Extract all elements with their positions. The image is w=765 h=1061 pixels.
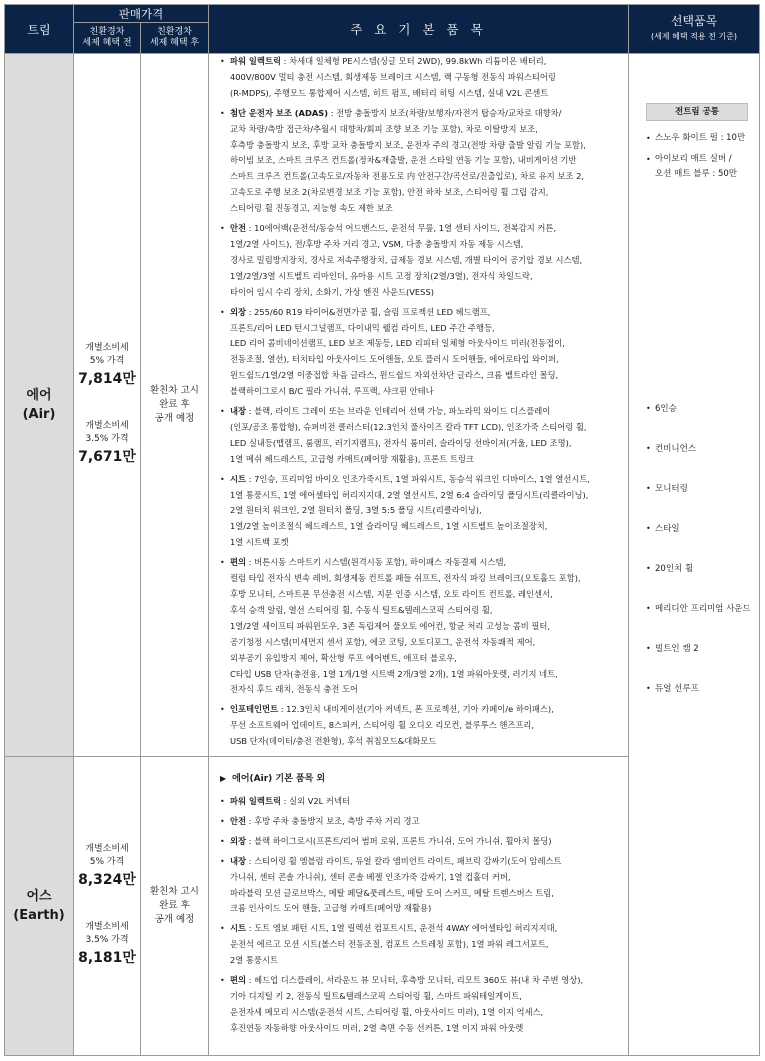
feature-text: : 후방 주차 충돌방지 보조, 측방 주차 거리 경고 — [246, 815, 420, 826]
feature-text: 프론트/리어 LED 턴시그널램프, 다이내믹 웰컴 라이트, LED 주간 주행등, — [230, 322, 495, 333]
feature-line — [220, 651, 628, 667]
feature-category: 첨단 운전자 보조 (ADAS) — [230, 107, 329, 118]
package-option-item — [646, 482, 751, 522]
feature-text: 하이빔 보조, 스마트 크루즈 컨트롤(정차&재출발, 운전 스타일 연동 기능 포함), 내비게이션 기반 — [230, 155, 577, 166]
feature-category: 편의 — [230, 557, 247, 568]
header-trim: 트림 — [5, 5, 74, 54]
feature-text: : 도트 엠보 패턴 시트, 1열 릴렉션 컴포트시트, 운전석 4WAY 에어셀타입 허리지지대, — [246, 923, 558, 934]
package-option-item — [646, 402, 751, 442]
common-option-text: 오션 매트 블루 : 50만 — [655, 169, 737, 179]
feature-item — [220, 814, 628, 830]
bullet-icon: • — [646, 404, 651, 413]
feature-item — [220, 794, 628, 810]
feature-text: 2열 통풍시트 — [230, 955, 278, 966]
common-options — [646, 103, 748, 188]
package-option-label: 듀얼 선루프 — [655, 684, 699, 694]
feature-line — [220, 587, 628, 603]
feature-item — [220, 54, 628, 70]
package-option-label: 모니터링 — [655, 484, 688, 494]
feature-item — [220, 702, 628, 718]
feature-text: 스마트 크루즈 컨트롤(고속도로/자동차 전용도로 内 안전구간/곡선로/진출입로), 차로 유지 보조 2, — [230, 171, 584, 182]
feature-text: 가니쉬, 센터 콘솔 가니쉬), 센터 콘솔 베젤 인조가죽 감싸기, 1열 컵홀더 커버, — [230, 871, 511, 882]
bullet-icon: • — [646, 484, 651, 493]
feature-text: LED 리어 콤비네이션램프, LED 보조 제동등, LED 리피터 일체형 아웃사이드 미러(전동접이, — [230, 338, 565, 349]
feature-category: 편의 — [230, 975, 247, 986]
bullet-icon: • — [646, 604, 651, 613]
feature-line — [220, 488, 628, 504]
feature-line — [220, 619, 628, 635]
feature-category: 안전 — [230, 815, 247, 826]
feature-line — [220, 1005, 628, 1021]
feature-item — [220, 555, 628, 571]
bullet-icon: • — [220, 816, 225, 826]
trim-air: 에어 (Air) — [5, 54, 74, 757]
feature-line — [220, 1021, 628, 1037]
bullet-icon: • — [220, 224, 225, 234]
feature-item — [220, 404, 628, 420]
package-option-label: 20인치 휠 — [655, 564, 694, 574]
trim-earth: 어스 (Earth) — [5, 757, 74, 1056]
feature-text: 전동조절, 열선), 터치타입 아웃사이드 도어핸들, 오토 플러시 도어핸들, 에어로타입 와이퍼, — [230, 354, 559, 365]
feature-category: 시트 — [230, 473, 247, 484]
bullet-icon: • — [220, 108, 225, 118]
package-option-label: 스타일 — [655, 524, 680, 534]
feature-text: 1열/2열 사이드), 전/후방 주차 거리 경고, VSM, 다중 충돌방지 자동 제동 시스템, — [230, 238, 524, 249]
common-options-title: 전트림 공통 — [646, 103, 748, 121]
feature-item — [220, 221, 628, 237]
feature-item — [220, 854, 628, 870]
bullet-icon: • — [646, 155, 651, 164]
feature-line — [220, 436, 628, 452]
earth-feature-list — [209, 794, 628, 1037]
earth-price-after: 환친차 고시 완료 후 공개 예정 — [141, 757, 209, 1056]
feature-line — [220, 352, 628, 368]
header-options — [629, 5, 760, 54]
feature-text: 1열 통풍시트, 1열 에어셀타입 허리지지대, 2열 열선시트, 2열 6:4 슬라이딩 폴딩시트(리클라이닝), — [230, 489, 589, 500]
header-price-before: 친환경차 세제 혜택 전 — [74, 23, 141, 54]
feature-text: 1열/2열 세이프티 파워윈도우, 3존 독립제어 풀오토 에어컨, 항균 처리 고성능 콤비 필터, — [230, 620, 551, 631]
feature-item — [220, 921, 628, 937]
bullet-icon: • — [646, 564, 651, 573]
header-options-note: (세제 혜택 적용 전 기준) — [651, 32, 737, 41]
package-option-item — [646, 602, 751, 642]
feature-text: 크롬 인사이드 도어 핸들, 고급형 카매트(페어망 재활용) — [230, 903, 432, 914]
feature-text: : 255/60 R19 타이어&전면가공 휠, 슬림 프로젝션 LED 헤드램프, — [246, 306, 491, 317]
feature-category: 외장 — [230, 306, 247, 317]
feature-item — [220, 305, 628, 321]
feature-text: 경사로 밀림방지장치, 경사로 저속주행장치, 급제동 경보 시스템, 개별 타이어 공기압 경보 시스템, — [230, 254, 583, 265]
package-option-item — [646, 562, 751, 602]
air-price-after: 환친차 고시 완료 후 공개 예정 — [141, 54, 209, 757]
feature-line — [220, 153, 628, 169]
feature-line — [220, 937, 628, 953]
feature-text: LED 실내등(맵램프, 룸램프, 러기지램프), 전자식 룸미러, 슬라이딩 선바이저(거울, LED 조명), — [230, 437, 572, 448]
feature-item — [220, 834, 628, 850]
feature-text: 기아 디지털 키 2, 전동식 틸트&텔레스코픽 스티어링 휠, 스마트 파워테일게이트, — [230, 990, 522, 1001]
common-option-text: 스노우 화이트 펄 : 10만 — [655, 133, 746, 143]
feature-text: 후석 승객 알림, 열선 스티어링 휠, 수동식 틸트&텔레스코픽 스티어링 휠, — [230, 604, 493, 615]
bullet-icon: • — [646, 134, 651, 143]
feature-text: 1열 메쉬 헤드레스트, 고급형 카매트(페어망 재활용), 프론트 트렁크 — [230, 453, 474, 464]
feature-text: : 12.3인치 내비게이션(기아 커넥트, 폰 프로젝션, 기아 카페이/e 하이패스), — [278, 704, 554, 715]
feature-text: USB 단자(데이터/충전 전환형), 후석 취침모드&대화모드 — [230, 736, 437, 747]
feature-text: (R-MDPS), 주행모드 통합제어 시스템, 히트 펌프, 배터리 히팅 시스템, 실내 V2L 콘센트 — [230, 87, 549, 98]
feature-text: 후측방 충돌방지 보조, 후방 교차 충돌방지 보조, 운전자 주의 경고(전방 차량 출발 알림 기능 포함), — [230, 139, 586, 150]
bullet-icon: • — [646, 684, 651, 693]
feature-text: 후방 모니터, 스마트폰 무선충전 시스템, 지문 인증 시스템, 오토 라이트 컨트롤, 레인센서, — [230, 589, 553, 599]
feature-category: 인포테인먼트 — [230, 704, 279, 715]
earth-price-before: 개별소비세 5% 가격 8,324만 개별소비세 3.5% 가격 8,181만 — [74, 757, 141, 1056]
package-option-list — [646, 402, 751, 722]
feature-line — [220, 269, 628, 285]
feature-category: 시트 — [230, 923, 247, 934]
bullet-icon: • — [646, 524, 651, 533]
earth-base-note: ▶ 에어(Air) 기본 품목 외 — [220, 774, 326, 784]
feature-text: 교차 차량/측방 접근차/추월시 대향차/회피 조향 보조 기능 포함), 차로 이탈방지 보조, — [230, 123, 538, 134]
earth-price-35: 8,181만 — [78, 950, 136, 966]
feature-line — [220, 201, 628, 217]
feature-text: 타이어 임시 수리 장치, 소화기, 가상 엔진 사운드(VESS) — [230, 286, 434, 297]
feature-text: : 블랙 하이그로시(프론트/리어 범퍼 로워, 프론트 가니쉬, 도어 가니쉬, 휠아치 몰딩) — [246, 835, 552, 846]
header-price-after: 친환경차 세제 혜택 후 — [141, 23, 209, 54]
bullet-icon: • — [220, 797, 225, 806]
package-option-label: 메리디안 프리미엄 사운드 — [655, 604, 751, 614]
feature-text: : 차세대 일체형 PE시스템(싱글 모터 2WD), 99.8kWh 리튬이온 배터리, — [280, 56, 547, 66]
feature-category: 파워 일렉트릭 — [230, 796, 281, 806]
feature-line — [220, 122, 628, 138]
feature-line — [220, 734, 628, 750]
header-price: 판매가격 — [74, 5, 209, 23]
feature-item — [220, 973, 628, 989]
header-options-title: 선택품목 — [670, 14, 718, 28]
package-option-label: 빌트인 캠 2 — [655, 644, 699, 654]
feature-line — [220, 285, 628, 301]
feature-line — [220, 901, 628, 917]
package-option-item — [646, 522, 751, 562]
feature-line — [220, 185, 628, 201]
feature-line — [220, 519, 628, 535]
bullet-icon: • — [220, 558, 225, 568]
bullet-icon: • — [220, 976, 225, 986]
bullet-icon: • — [220, 407, 225, 417]
bullet-icon: • — [220, 836, 225, 846]
feature-text: : 7인승, 프리미엄 바이오 인조가죽시트, 1열 파워시트, 동승석 워크인 디바이스, 1열 열선시트, — [246, 473, 591, 484]
earth-features — [209, 757, 629, 1056]
feature-item — [220, 472, 628, 488]
feature-category: 외장 — [230, 835, 247, 846]
earth-price-5: 8,324만 — [78, 872, 136, 888]
air-feature-list — [209, 54, 628, 750]
air-price-35: 7,671만 — [78, 449, 136, 465]
bullet-icon: • — [220, 924, 225, 934]
feature-line — [220, 86, 628, 102]
feature-line — [220, 169, 628, 185]
bullet-icon: • — [220, 856, 225, 866]
feature-text: : 전방 충돌방지 보조(차량/보행자/자전거 탑승자/교차로 대향차/ — [328, 107, 562, 118]
common-option-item — [646, 131, 748, 146]
feature-text: 블랙하이그로시 B/C 필라 가니쉬, 루프랙, 샤크핀 안테나 — [230, 386, 434, 397]
feature-text: : 블랙, 라이트 그레이 또는 브라운 인테리어 선택 가능, 파노라믹 와이드 디스플레이 — [246, 406, 551, 417]
feature-line — [220, 535, 628, 551]
feature-line — [220, 253, 628, 269]
feature-text: 무선 소프트웨어 업데이트, 8스피커, 스티어링 휠 오디오 리모컨, 블루투스 핸즈프리, — [230, 720, 535, 731]
feature-line — [220, 237, 628, 253]
feature-text: 후진연동 자동하향 아웃사이드 미러, 2열 측면 수동 선커튼, 1열 이지 파워 아웃렛 — [230, 1022, 524, 1033]
bullet-icon: • — [220, 474, 225, 484]
feature-line — [220, 571, 628, 587]
feature-category: 파워 일렉트릭 — [230, 56, 281, 66]
common-option-item — [646, 152, 748, 182]
feature-text: 공기청정 시스템(미세먼지 센서 포함), 에코 코팅, 오토디포그, 운전석 자동쾌적 제어, — [230, 636, 536, 647]
feature-line — [220, 603, 628, 619]
package-option-item — [646, 642, 751, 682]
feature-category: 내장 — [230, 855, 247, 866]
feature-text: 외부공기 유입방지 제어, 확산형 루프 에어벤트, 애프터 블로우, — [230, 652, 457, 663]
feature-text: : 스티어링 휠 엠블럼 라이트, 듀얼 칼라 앰비언트 라이트, 패브릭 감싸기(도어 암레스트 — [246, 855, 562, 866]
feature-line — [220, 635, 628, 651]
feature-text: 파라블릭 모션 글로브박스, 메탈 페달&풋레스트, 메탈 도어 스커프, 메탈 트렌스버스 트림, — [230, 887, 554, 898]
feature-line — [220, 70, 628, 86]
spec-table — [4, 4, 760, 1056]
common-option-list — [646, 131, 748, 182]
feature-line — [220, 989, 628, 1005]
feature-line — [220, 336, 628, 352]
bullet-icon: • — [646, 644, 651, 653]
feature-text: : 헤드업 디스플레이, 서라운드 뷰 모니터, 후측방 모니터, 리모트 360도 뷰(내 차 주변 영상), — [246, 975, 584, 986]
feature-text: : 10에어백(운전석/동승석 어드밴스드, 운전석 무릎, 1열 센터 사이드, 전복감지 커튼, — [246, 223, 557, 234]
feature-line — [220, 682, 628, 698]
feature-text: 전자식 후드 래치, 전동식 충전 도어 — [230, 684, 359, 695]
feature-category: 안전 — [230, 223, 247, 234]
header-main-features: 주 요 기 본 품 목 — [209, 5, 629, 54]
package-option-label: 컨비니언스 — [655, 444, 697, 454]
feature-text: 2열 원터치 워크인, 2열 원터치 폴딩, 3열 5:5 폴딩 시트(리클라이닝), — [230, 505, 482, 516]
feature-text: 1열/2열/3열 시트벨트 리마인더, 유아용 시트 고정 장치(2열/3열), 전자식 차일드락, — [230, 270, 533, 281]
bullet-icon: • — [220, 307, 225, 317]
feature-line — [220, 503, 628, 519]
air-features — [209, 54, 629, 757]
feature-text: 1열 시트백 포켓 — [230, 537, 289, 548]
feature-text: 고속도로 주행 보조 2(차로변경 보조 기능 포함), 안전 하차 보조, 스티어링 휠 그립 감지, — [230, 187, 549, 198]
common-option-text: 아이보리 매트 실버 / — [655, 154, 732, 164]
feature-text: 1열/2열 높이조절식 헤드레스트, 1열 슬라이딩 헤드레스트, 1열 시트벨트 높이조절장치, — [230, 521, 548, 532]
package-option-item — [646, 682, 751, 722]
feature-line — [220, 452, 628, 468]
options-column — [629, 54, 760, 1056]
bullet-icon: • — [646, 444, 651, 453]
feature-text: 운전석 에르고 모션 시트(볼스터 전동조절, 컴포트 스트레칭 포함), 1열 파워 레그서포트, — [230, 939, 549, 950]
feature-line — [220, 321, 628, 337]
feature-line — [220, 870, 628, 886]
feature-text: : 실외 V2L 커넥터 — [280, 796, 350, 806]
feature-line — [220, 886, 628, 902]
feature-line — [220, 368, 628, 384]
feature-text: 윈드쉴드/1열/2열 이중접합 차음 글라스, 윈드쉴드 자외선차단 글라스, 크롬 벨트라인 몰딩, — [230, 370, 559, 381]
package-option-label: 6인승 — [655, 404, 677, 414]
feature-text: 400V/800V 멀티 충전 시스템, 회생제동 브레이크 시스템, 랙 구동형 전동식 파워스티어링 — [230, 71, 556, 82]
feature-text: : 버튼시동 스마트키 시스템(원격시동 포함), 하이패스 자동결제 시스템, — [246, 557, 507, 568]
package-option-item — [646, 442, 751, 482]
feature-category: 내장 — [230, 406, 247, 417]
feature-line — [220, 420, 628, 436]
feature-text: 운전자세 메모리 시스템(운전석 시트, 스티어링 휠, 아웃사이드 미러), 1열 이지 억세스, — [230, 1006, 544, 1017]
feature-line — [220, 138, 628, 154]
feature-line — [220, 384, 628, 400]
air-price-5: 7,814만 — [78, 371, 136, 387]
feature-text: 컬럼 타입 전자식 변속 레버, 회생제동 컨트롤 패들 쉬프트, 전자식 파킹 브레이크(오토홀드 포함), — [230, 573, 581, 584]
triangle-icon: ▶ — [220, 774, 227, 783]
bullet-icon: • — [220, 705, 225, 715]
feature-text: C타입 USB 단자(충전용, 1열 1개/1열 시트백 2개/3열 2개), 1열 파워아웃렛, 러기지 네트, — [230, 668, 558, 679]
feature-text: (인포/공조 통합형), 슈퍼비전 클러스터(12.3인치 풀사이즈 칼라 TFT LCD), 인조가죽 스티어링 휠, — [230, 421, 587, 432]
feature-item — [220, 106, 628, 122]
air-price-before: 개별소비세 5% 가격 7,814만 개별소비세 3.5% 가격 7,671만 — [74, 54, 141, 757]
feature-line — [220, 953, 628, 969]
feature-line — [220, 667, 628, 683]
feature-line — [220, 718, 628, 734]
bullet-icon: • — [220, 57, 225, 66]
feature-text: 스티어링 휠 진동경고, 지능형 속도 제한 보조 — [230, 203, 393, 214]
